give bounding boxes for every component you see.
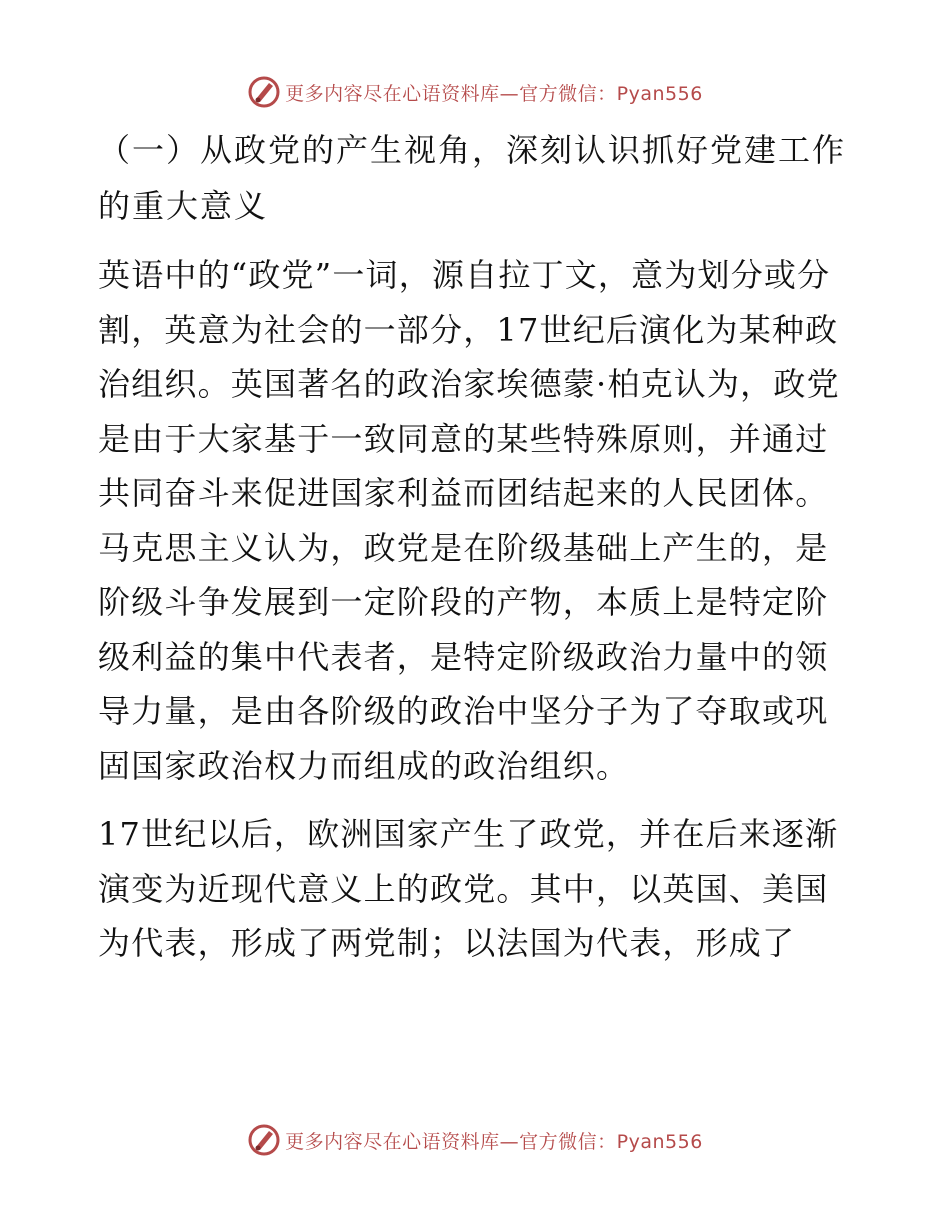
header-watermark <box>0 72 950 112</box>
section-heading: （一）从政党的产生视角，深刻认识抓好党建工作的重大意义 <box>98 131 847 225</box>
paragraph-2: 17世纪以后，欧洲国家产生了政党，并在后来逐渐演变为近现代意义上的政党。其中，以英国、美国为代表，形成了两党制；以法国为代表，形成了 <box>98 815 839 962</box>
paragraph-1: 英语中的“政党”一词，源自拉丁文，意为划分或分割，英意为社会的一部分，17世纪后演化为某种政治组织。英国著名的政治家埃德蒙·柏克认为，政党是由于大家基于一致同意的某些特殊原则，并通过共同奋斗来促进国家利益而团结起来的人民团体。马克思主义认为，政党是在阶级基础上产生的，是阶级斗争发展到一定阶段的产物，本质上是特定阶级利益的集中代表者，是特定阶级政治力量中的领导力量，是由各阶级的政治中坚分子为了夺取或巩固国家政治权力而组成的政治组织。 <box>98 256 840 785</box>
watermark-text: 更多内容尽在心语资料库—官方微信：Pyan556 <box>285 1130 703 1153</box>
red-pen-logo-icon <box>247 1123 281 1157</box>
document-body <box>98 122 858 985</box>
watermark-text: 更多内容尽在心语资料库—官方微信：Pyan556 <box>285 82 703 105</box>
red-pen-logo-icon <box>247 75 281 109</box>
footer-watermark <box>0 1120 950 1160</box>
